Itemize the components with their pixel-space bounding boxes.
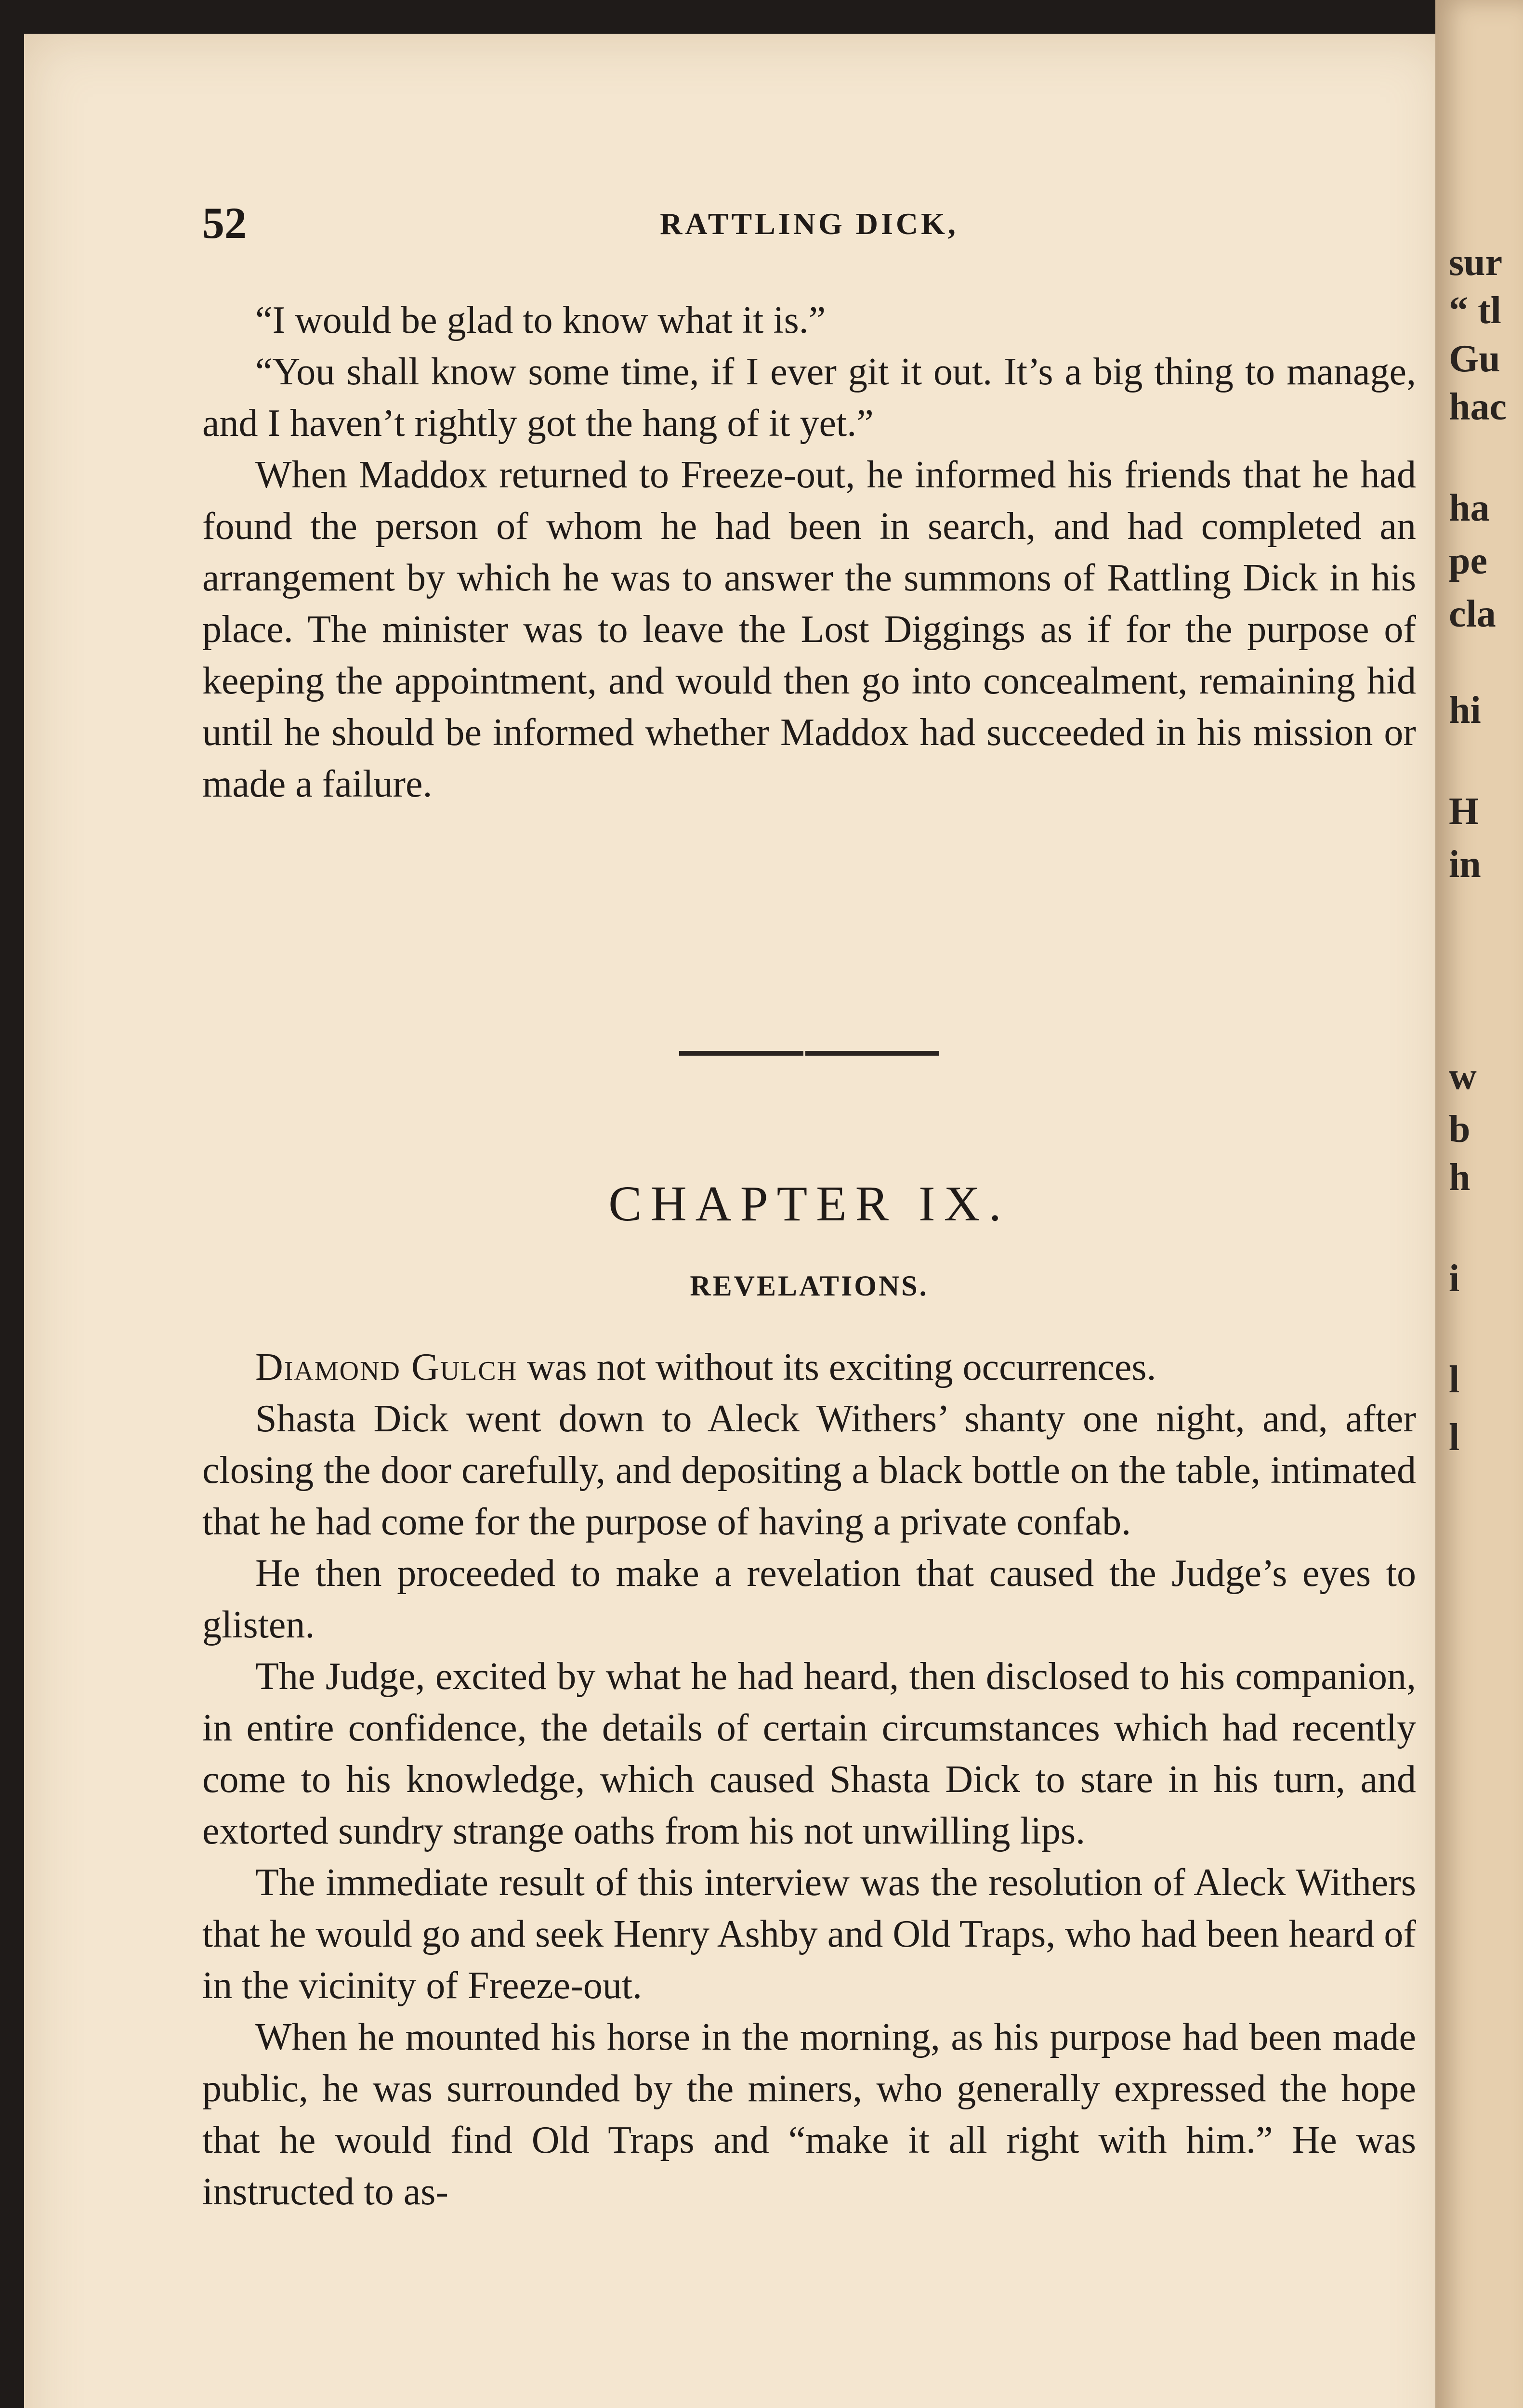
- lead-smallcaps: Diamond Gulch: [255, 1346, 518, 1388]
- adjacent-page-fragment: ha: [1449, 487, 1490, 529]
- adjacent-page-fragment: H: [1449, 790, 1479, 833]
- adjacent-page-fragment: Gu: [1449, 338, 1500, 380]
- adjacent-page-fragment: sur: [1449, 241, 1503, 284]
- paragraph: He then proceeded to make a revelation that caused the Judge’s eyes to glisten.: [202, 1552, 1416, 1646]
- paragraph: When he mounted his horse in the morning, as his purpose had been made public, he was surrounded by the miners, who generally expressed the hope that he would find Old Traps and “make it all right with him.” He was instructed to as-: [202, 2016, 1416, 2213]
- adjacent-page-fragment: i: [1449, 1257, 1460, 1300]
- text-section-chapter: [202, 1342, 1416, 2218]
- lead-rest: was not without its exciting occurrences.: [517, 1346, 1156, 1388]
- adjacent-page-fragment: in: [1449, 843, 1481, 886]
- paragraph: The immediate result of this interview was the resolution of Aleck Withers that he would go and seek Henry Ashby and Old Traps, who had been heard of in the vicinity of Freeze-out.: [202, 1861, 1416, 2007]
- adjacent-page-fragment: h: [1449, 1156, 1470, 1199]
- page-number: 52: [202, 198, 247, 248]
- paragraph: “I would be glad to know what it is.”: [255, 299, 826, 341]
- adjacent-page-fragment: b: [1449, 1108, 1470, 1151]
- adjacent-page-fragment: pe: [1449, 540, 1487, 582]
- paragraph: The Judge, excited by what he had heard, then disclosed to his companion, in entire confidence, the details of certain circumstances which had recently come to his knowledge, which caused Shasta Dick to stare in his turn, and extorted sundry strange oaths from his not unwilling lips.: [202, 1655, 1416, 1852]
- paragraph: “You shall know some time, if I ever git it out. It’s a big thing to manage, and I haven’t rightly got the hang of it yet.”: [202, 351, 1416, 445]
- paragraph: When Maddox returned to Freeze-out, he informed his friends that he had found the person of whom he had been in search, and had completed an arrangement by which he was to answer the summons of Rattling Dick in his place. The minister was to leave the Lost Diggings as if for the purpose of keeping the appointment, and would then go into concealment, remaining hid until he should be informed whether Maddox had succeeded in his mission or made a failure.: [202, 454, 1416, 805]
- chapter-title: CHAPTER IX.: [608, 1176, 1010, 1231]
- adjacent-page-fragment: l: [1449, 1359, 1460, 1401]
- adjacent-page-fragment: hi: [1449, 689, 1481, 732]
- chapter-lead-paragraph: [202, 1342, 1416, 1393]
- text-section-top: [202, 295, 1416, 810]
- adjacent-page-fragment: w: [1449, 1055, 1477, 1098]
- page-header: [202, 197, 1416, 246]
- running-title: RATTLING DICK,: [660, 207, 958, 241]
- chapter-subtitle: REVELATIONS.: [690, 1270, 929, 1302]
- adjacent-page-fragment: hac: [1449, 386, 1507, 428]
- adjacent-page-fragment: “ tl: [1449, 289, 1501, 332]
- adjacent-page-edge: [1435, 0, 1523, 2408]
- adjacent-page-fragment: l: [1449, 1416, 1460, 1459]
- adjacent-page-fragment: cla: [1449, 593, 1496, 635]
- section-divider: [679, 1051, 939, 1056]
- paragraph: Shasta Dick went down to Aleck Withers’ shanty one night, and, after closing the door carefully, and depositing a black bottle on the table, intimated that he had come for the purpose of having a private confab.: [202, 1398, 1416, 1543]
